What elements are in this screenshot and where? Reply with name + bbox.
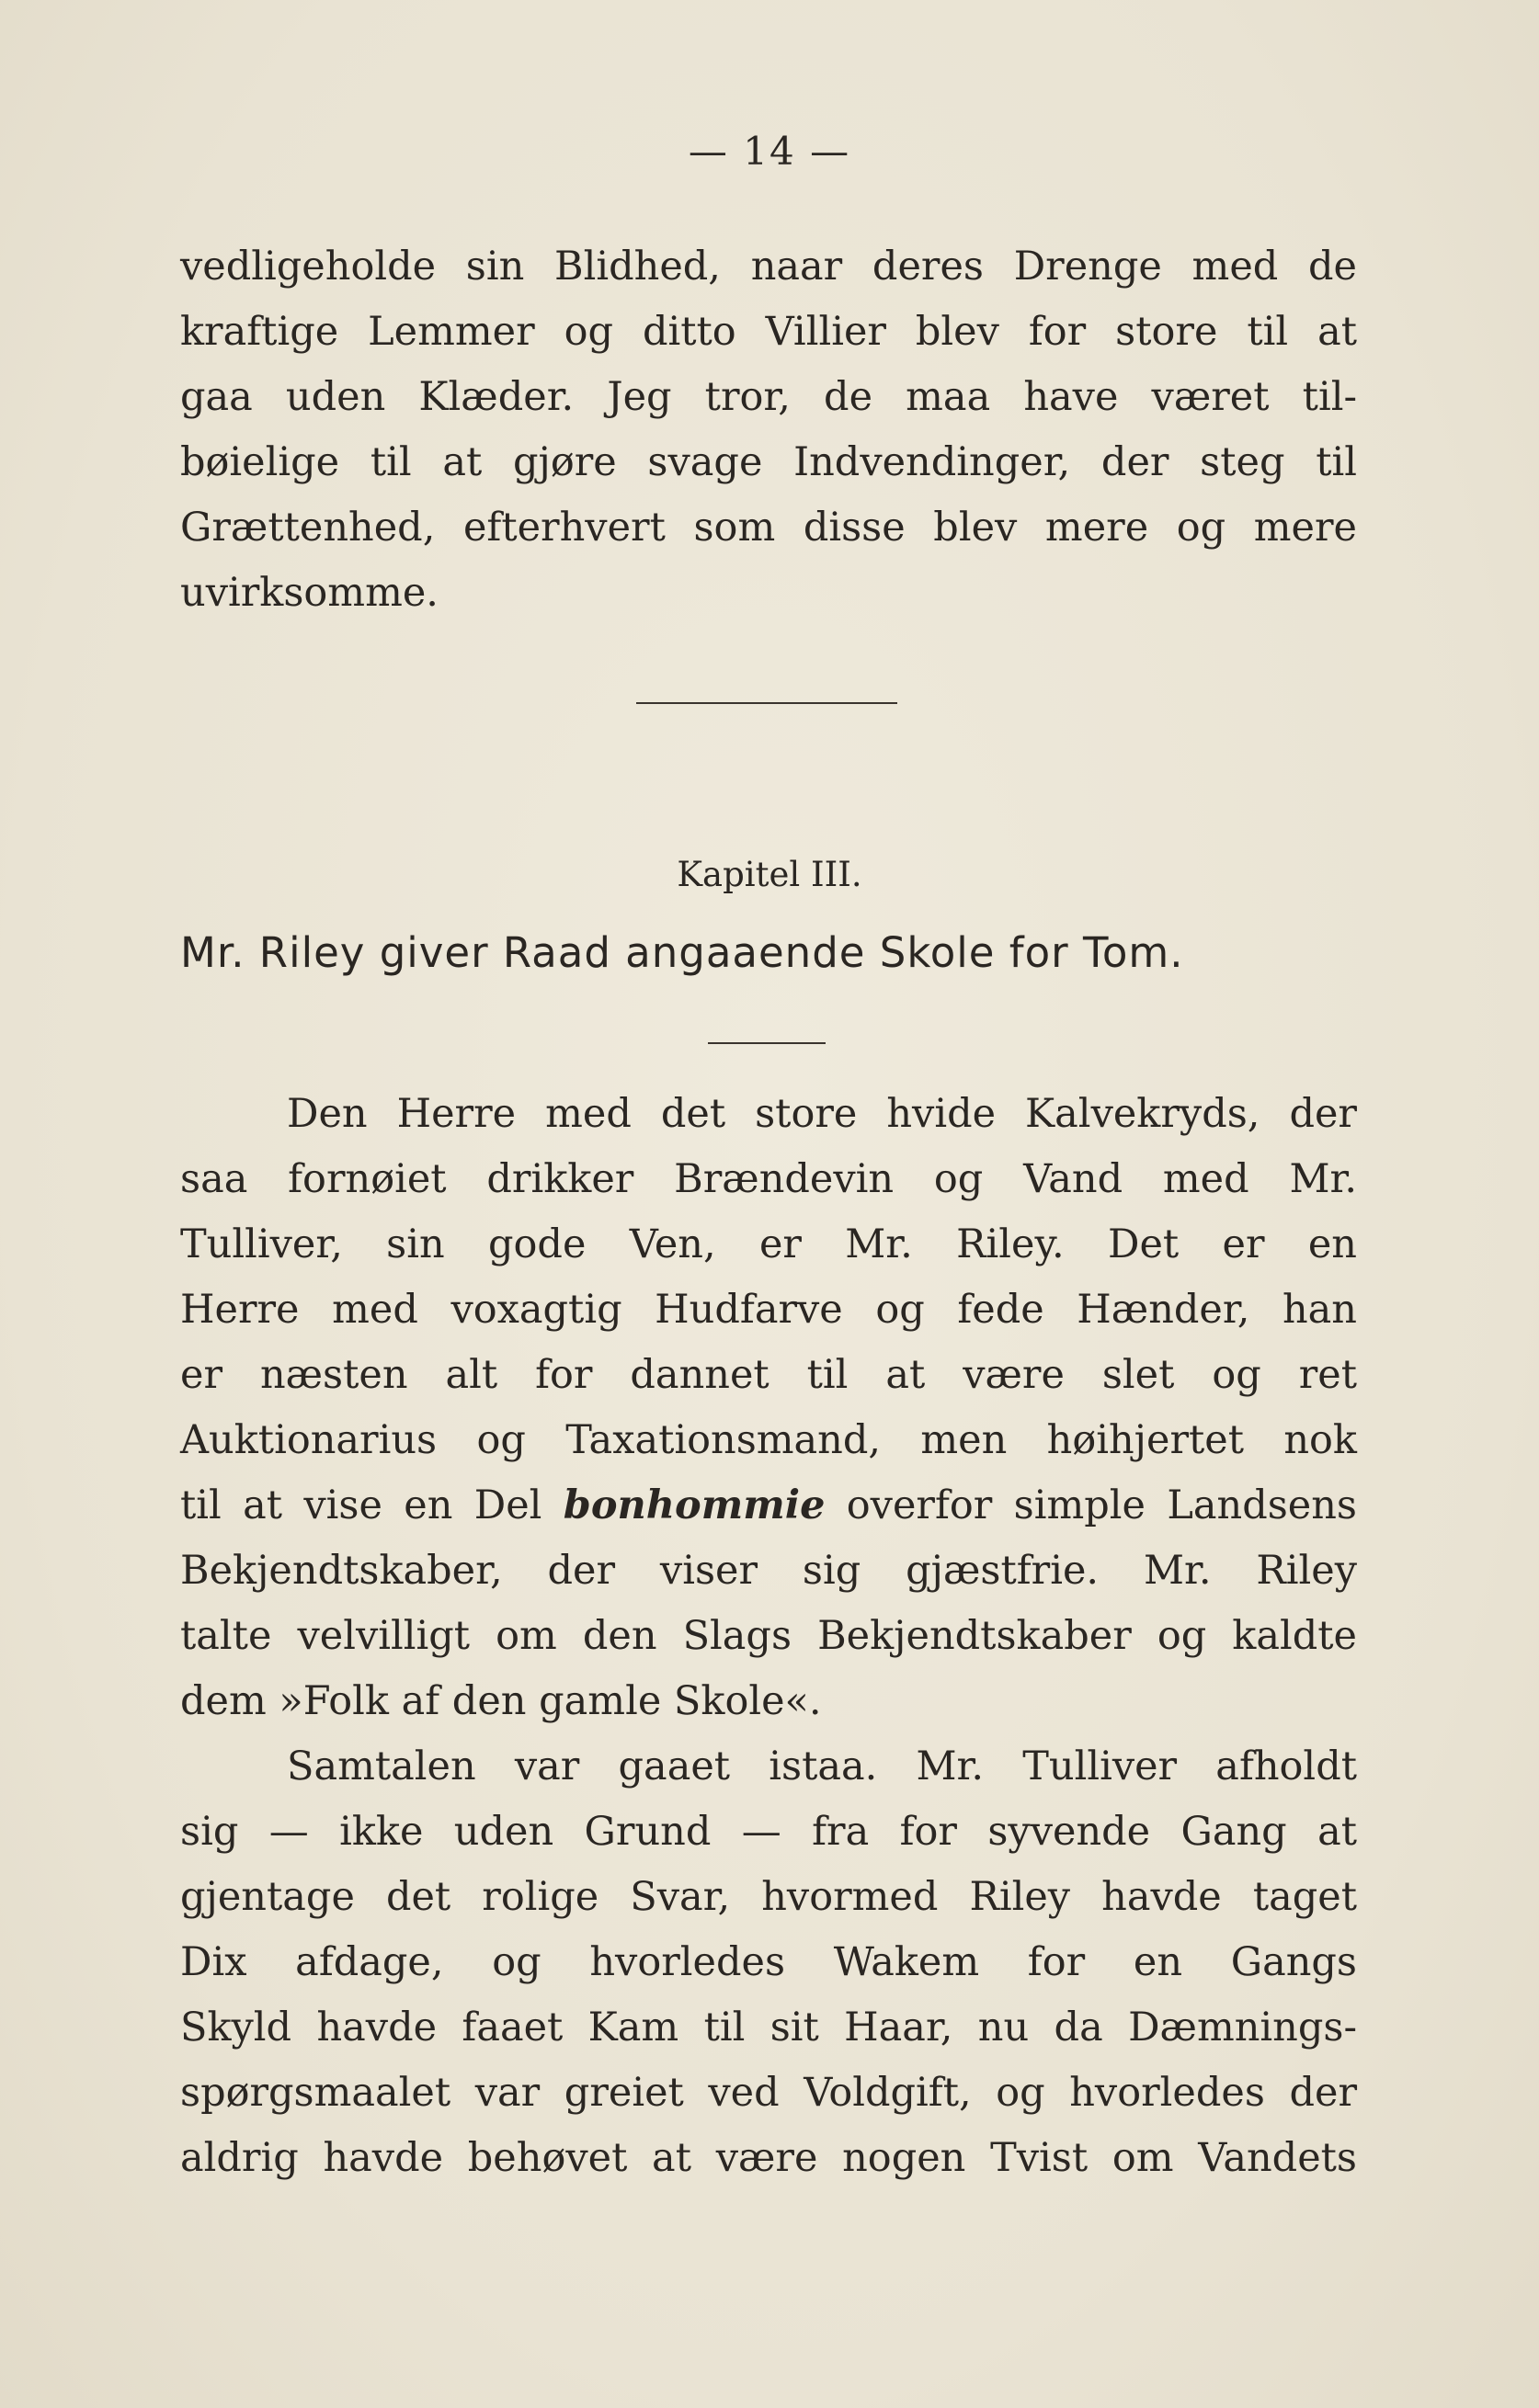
emphasized-word: bonhommie	[563, 1482, 826, 1528]
text-line: Den Herre med det store hvide Kalvekryds, der	[287, 1091, 1357, 1137]
text-segment: til at vise en Del	[180, 1482, 564, 1528]
text-line: sig — ikke uden Grund — fra for syvende Gang at	[180, 1809, 1357, 1855]
text-line: Auktionarius og Taxationsmand, men høihjertet nok	[180, 1417, 1357, 1463]
text-line: Bekjendtskaber, der viser sig gjæstfrie. Mr. Riley	[180, 1548, 1357, 1594]
text-line: aldrig havde behøvet at være nogen Tvist om Vandets	[180, 2135, 1357, 2181]
text-line: uvirksomme.	[180, 570, 439, 616]
section-divider	[636, 702, 897, 704]
text-line: Skyld havde faaet Kam til sit Haar, nu da Dæmnings-	[180, 2005, 1357, 2050]
text-segment: overfor simple Landsens	[825, 1482, 1357, 1528]
text-line: spørgsmaalet var greiet ved Voldgift, og hvorledes der	[180, 2070, 1357, 2116]
text-line: Tulliver, sin gode Ven, er Mr. Riley. Det er en	[180, 1221, 1357, 1267]
text-line: bøielige til at gjøre svage Indvendinger, der steg til	[180, 439, 1357, 485]
chapter-title: Mr. Riley giver Raad angaaende Skole for Tom.	[180, 928, 1184, 977]
text-line: vedligeholde sin Blidhed, naar deres Drenge med de	[180, 244, 1357, 290]
text-line: gaa uden Klæder. Jeg tror, de maa have været til-	[180, 374, 1357, 420]
text-line: gjentage det rolige Svar, hvormed Riley havde taget	[180, 1874, 1357, 1920]
paragraph-2	[180, 1734, 1357, 2191]
text-line	[180, 1473, 1357, 1539]
text-line: Samtalen var gaaet istaa. Mr. Tulliver afholdt	[287, 1744, 1357, 1789]
chapter-label: Kapitel III.	[677, 855, 862, 894]
text-line: Grættenhed, efterhvert som disse blev mere og mere	[180, 505, 1357, 551]
page-number: — 14 —	[688, 129, 851, 174]
paragraph-1	[180, 1082, 1357, 1734]
text-line: kraftige Lemmer og ditto Villier blev for store til at	[180, 309, 1357, 355]
text-line: dem »Folk af den gamle Skole«.	[180, 1678, 822, 1724]
text-line: saa fornøiet drikker Brændevin og Vand med Mr.	[180, 1156, 1357, 1202]
text-line: Herre med voxagtig Hudfarve og fede Hænder, han	[180, 1287, 1357, 1333]
text-line: talte velvilligt om den Slags Bekjendtskaber og kaldte	[180, 1613, 1357, 1659]
chapter-title-divider	[708, 1042, 826, 1044]
paragraph-top	[180, 234, 1357, 626]
text-line: er næsten alt for dannet til at være slet og ret	[180, 1352, 1357, 1398]
text-line: Dix afdage, og hvorledes Wakem for en Gangs	[180, 1939, 1357, 1985]
